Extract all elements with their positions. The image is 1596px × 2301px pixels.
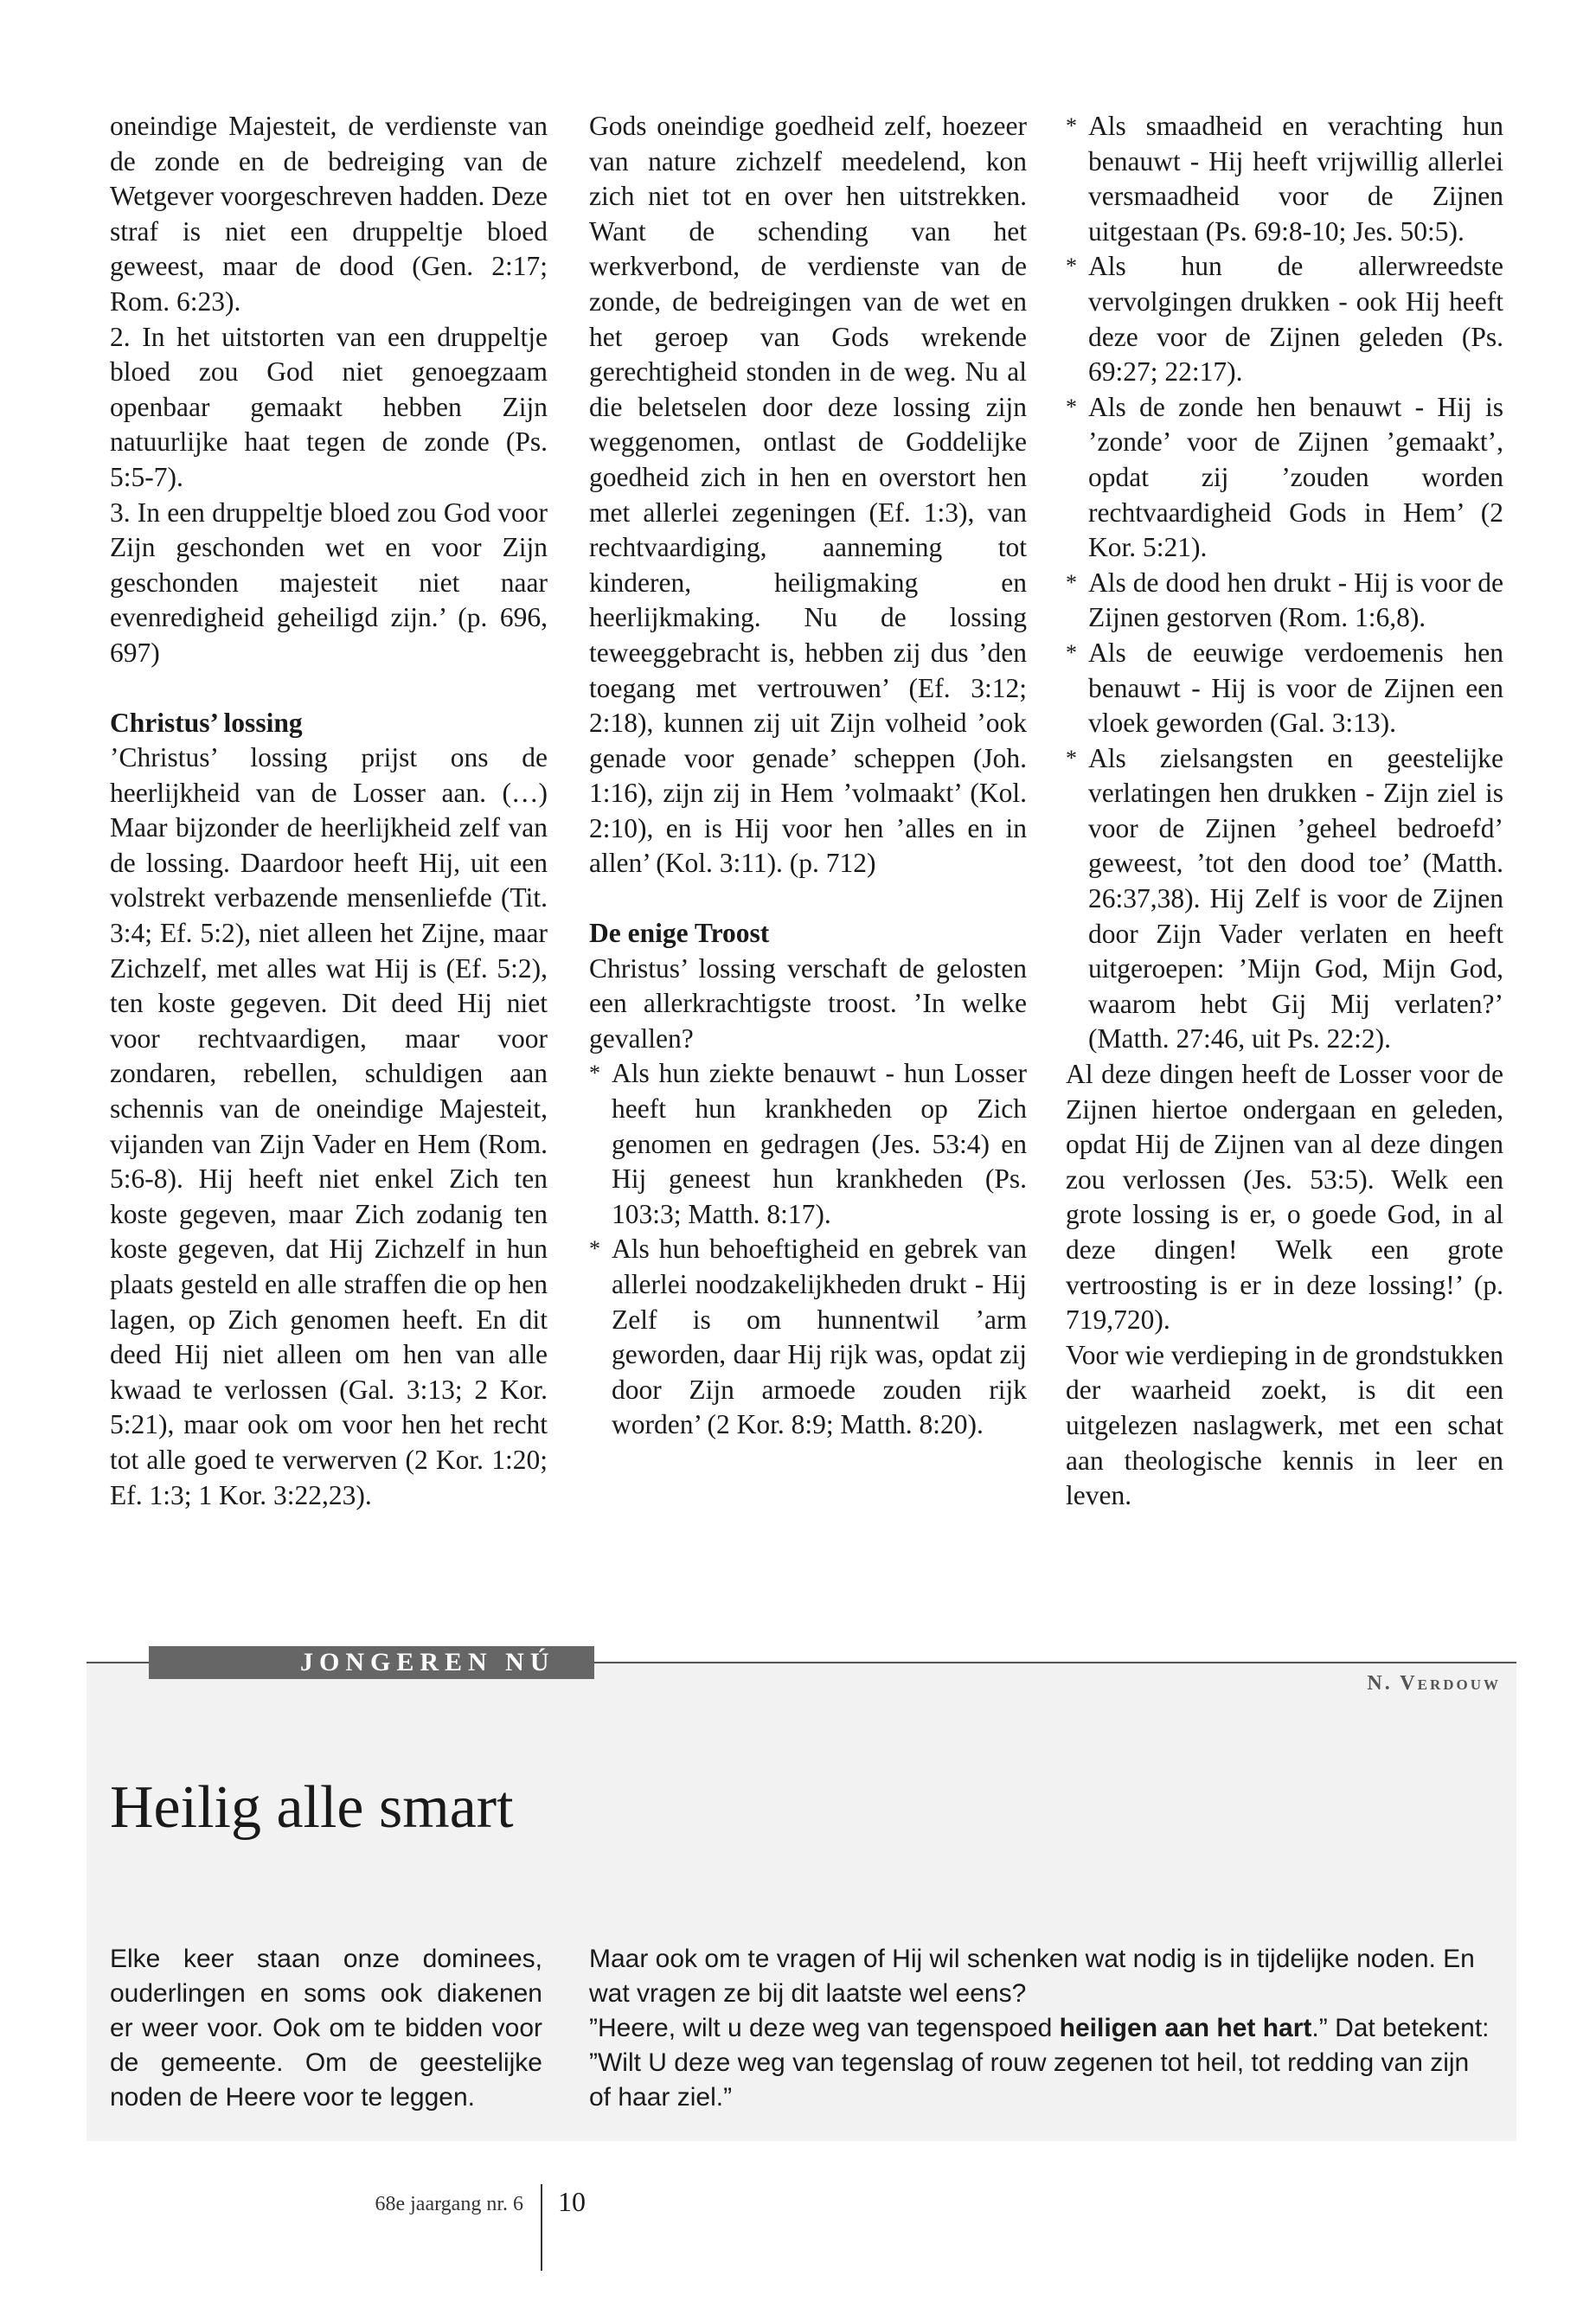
paragraph: oneindige Majesteit, de verdienste van de zonde en de bedreiging van de Wetgever voorgeschreven hadden. Deze straf is niet een druppeltje bloed geweest, maar de dood (Gen. 2:17; Rom. 6:23).	[110, 111, 548, 317]
article-column-1	[110, 109, 548, 1513]
paragraph: Gods oneindige goedheid zelf, hoezeer van nature zichzelf meedelend, kon zich niet tot en over hen uitstrekken. Want de schending van het werkverbond, de verdienste van de zonde, de bedreigingen van de wet en het geroep van Gods wrekende gerechtigheid stonden in de weg. Nu al die beletselen door deze lossing zijn weggenomen, ontlast de Goddelijke goedheid zich in hen en overstort hen met allerlei zegeningen (Ef. 1:3), van rechtvaardiging, aanneming tot kinderen, heiligmaking en heerlijkmaking. Nu de lossing teweeggebracht is, hebben zij dus ’den toegang met vertrouwen’ (Ef. 3:12; 2:18), kunnen zij uit Zijn volheid ’ook genade voor genade’ scheppen (Joh. 1:16), zijn zij in Hem ’volmaakt’ (Kol. 2:10), en is Hij voor hen ’alles en in allen’ (Kol. 3:11). (p. 712)	[589, 111, 1027, 879]
bullet-item: * Als de zonde hen benauwt - Hij is ’zonde’ voor de Zijnen ’gemaakt’, opdat zij ’zouden worden rechtvaardigheid Gods in Hem’ (2 Kor. 5:21).	[1066, 390, 1503, 566]
paragraph: Voor wie verdieping in de grondstukken der waarheid zoekt, is dit een uitgelezen naslagwerk, met een schat aan theologische kennis in leer en leven.	[1066, 1339, 1503, 1511]
subheading: De enige Troost	[589, 918, 770, 949]
bullet-item: * Als de dood hen drukt - Hij is voor de Zijnen gestorven (Rom. 1:6,8).	[1066, 566, 1503, 636]
bullet-item: * Als smaadheid en verachting hun benauwt - Hij heeft vrijwillig allerlei versmaadheid voor de Zijnen uitgestaan (Ps. 69:8-10; Jes. 50:5).	[1066, 109, 1503, 249]
intro-paragraph: Maar ook om te vragen of Hij wil schenken wat nodig is in tijdelijke noden. En wat vragen ze bij dit laatste wel eens?	[589, 1945, 1475, 2008]
footer-issue: 68e jaargang nr. 6	[375, 2193, 523, 2215]
paragraph: 2. In het uitstorten van een druppeltje bloed zou God niet genoegzaam openbaar gemaakt hebben Zijn natuurlijke haat tegen de zonde (Ps. 5:5-7).	[110, 321, 548, 492]
intro-paragraph: Elke keer staan onze dominees, ouderlingen en soms ook diakenen er weer voor. Ook om te bidden voor de gemeente. Om de geestelijke noden de Heere voor te leggen.	[110, 1945, 542, 2112]
bullet-item: * Als de eeuwige verdoemenis hen benauwt - Hij is voor de Zijnen een vloek geworden (Gal. 3:13).	[1066, 636, 1503, 741]
paragraph: 3. In een druppeltje bloed zou God voor Zijn geschonden wet en voor Zijn geschonden majesteit niet naar evenredigheid geheiligd zijn.’ (p. 696, 697)	[110, 497, 548, 668]
paragraph: ’Christus’ lossing prijst ons de heerlijkheid van de Losser aan. (…) Maar bijzonder de heerlijkheid zelf van de lossing. Daardoor heeft Hij, uit een volstrekt verbazende mensenliefde (Tit. 3:4; Ef. 5:2), niet alleen het Zijne, maar Zichzelf, met alles wat Hij is (Ef. 5:2), ten koste gegeven. Dit deed Hij niet voor rechtvaardigen, maar voor zondaren, rebellen, schuldigen aan schennis van de oneindige Majesteit, vijanden van Zijn Vader en Hem (Rom. 5:6-8). Hij heeft niet enkel Zich ten koste gegeven, maar Zich zodanig ten koste gegeven, dat Hij Zichzelf in hun plaats gesteld en alle straffen die op hen lagen, op Zich genomen heeft. En dit deed Hij niet alleen om hen van alle kwaad te verlossen (Gal. 3:13; 2 Kor. 5:21), maar ook om voor hen het recht tot alle goed te verwerven (2 Kor. 1:20; Ef. 1:3; 1 Kor. 3:22,23).	[110, 742, 548, 1510]
paragraph: Al deze dingen heeft de Losser voor de Zijnen hiertoe ondergaan en geleden, opdat Hij de Zijnen van al deze dingen zou verlossen (Jes. 53:5). Welk een grote lossing is er, o goede God, in al deze dingen! Welk een grote vertroosting is er in deze lossing!’ (p. 719,720).	[1066, 1059, 1503, 1336]
page-number: 10	[558, 2186, 586, 2217]
intro-right	[589, 1942, 1493, 2115]
article-column-2	[589, 109, 1027, 1443]
bullet-item: * Als zielsangsten en geestelijke verlatingen hen drukken - Zijn ziel is voor de Zijnen ’geheel bedroefd’ geweest, ’tot den dood toe’ (Matth. 26:37,38). Hij Zelf is voor de Zijnen door Zijn Vader verlaten en heeft uitgeroepen: ’Mijn God, Mijn God, waarom hebt Gij Mij verlaten?’ (Matth. 27:46, uit Ps. 22:2).	[1066, 741, 1503, 1057]
intro-text: ”Heere, wilt u deze weg van tegenspoed	[589, 2014, 1060, 2042]
intro-left	[110, 1942, 542, 2115]
bullet-item: * Als hun behoeftigheid en gebrek van allerlei noodzakelijkheden drukt - Hij Zelf is om hunnentwil ’arm geworden, daar Hij rijk was, opdat zij door Zijn armoede zouden rijk worden’ (2 Kor. 8:9; Matth. 8:20).	[589, 1232, 1027, 1443]
bullet-item: * Als hun de allerwreedste vervolgingen drukken - ook Hij heeft deze voor de Zijnen geleden (Ps. 69:27; 22:17).	[1066, 249, 1503, 389]
intro-paragraph	[589, 2011, 1493, 2115]
paragraph: Christus’ lossing verschaft de gelosten een allerkrachtigste troost. ’In welke gevallen?	[589, 952, 1027, 1054]
footer-divider	[541, 2184, 542, 2271]
author-byline: N. Verdouw	[1367, 1672, 1501, 1695]
section-banner: JONGEREN NÚ	[149, 1646, 594, 1679]
intro-text: .” Dat betekent: ”Wilt U deze weg van tegenslag of rouw zegenen tot heil, tot redding van zijn of haar ziel.”	[589, 2014, 1490, 2112]
article-column-3	[1066, 109, 1503, 1514]
article-title: Heilig alle smart	[110, 1774, 514, 1841]
subheading: Christus’ lossing	[110, 707, 303, 738]
bullet-item: * Als hun ziekte benauwt - hun Losser heeft hun krankheden op Zich genomen en gedragen (Jes. 53:4) en Hij geneest hun krankheden (Ps. 103:3; Matth. 8:17).	[589, 1056, 1027, 1232]
intro-emphasis: heiligen aan het hart	[1059, 2014, 1312, 2042]
